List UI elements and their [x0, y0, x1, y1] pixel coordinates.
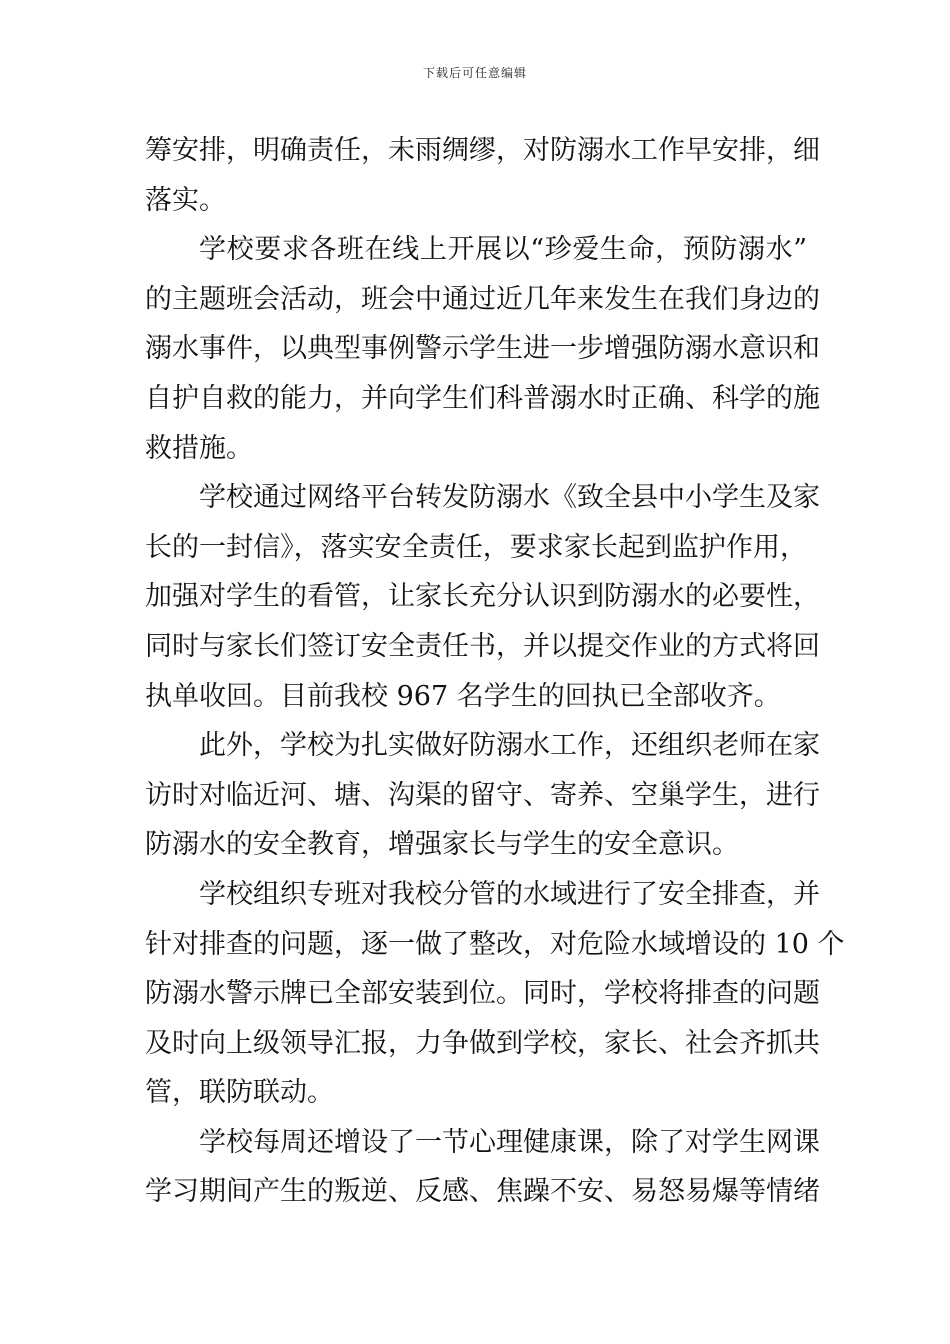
text-line: 学校每周还增设了一节心理健康课，除了对学生网课	[199, 1126, 820, 1158]
document-body	[145, 126, 845, 1217]
text-line: 学校组织专班对我校分管的水域进行了安全排查，并	[199, 878, 820, 910]
text-line: 针对排查的问题，逐一做了整改，对危险水域增设的 10 个	[145, 928, 845, 960]
text-line: 筹安排，明确责任，未雨绸缪，对防溺水工作早安排，细	[145, 135, 820, 166]
text-line: 此外，学校为扎实做好防溺水工作，还组织老师在家	[199, 730, 820, 762]
text-line: 长的一封信》，落实安全责任，要求家长起到监护作用，	[145, 531, 807, 563]
text-line: 的主题班会活动，班会中通过近几年来发生在我们身边的	[145, 283, 820, 315]
text-line: 溺水事件，以典型事例警示学生进一步增强防溺水意识和	[145, 333, 820, 365]
text-line: 同时与家长们签订安全责任书，并以提交作业的方式将回	[145, 630, 820, 662]
text-line: 学习期间产生的叛逆、反感、焦躁不安、易怒易爆等情绪	[145, 1176, 820, 1208]
text-line: 自护自救的能力，并向学生们科普溺水时正确、科学的施	[145, 382, 820, 414]
text-line: 落实。	[145, 184, 226, 216]
text-line: 学校通过网络平台转发防溺水《致全县中小学生及家	[199, 482, 820, 514]
page-header-note: 下载后可任意编辑	[422, 66, 527, 80]
text-line: 加强对学生的看管，让家长充分认识到防溺水的必要性，	[145, 581, 820, 613]
text-line: 救措施。	[145, 432, 253, 464]
text-line: 及时向上级领导汇报，力争做到学校，家长、社会齐抓共	[145, 1027, 820, 1059]
text-line: 防溺水警示牌已全部安装到位。同时，学校将排查的问题	[145, 978, 820, 1010]
text-line: 防溺水的安全教育，增强家长与学生的安全意识。	[145, 829, 739, 861]
text-line: 学校要求各班在线上开展以“珍爱生命，预防溺水”	[199, 234, 807, 266]
text-line: 访时对临近河、塘、沟渠的留守、寄养、空巢学生，进行	[145, 779, 820, 811]
text-line: 执单收回。目前我校 967 名学生的回执已全部收齐。	[145, 680, 781, 712]
text-line: 管，联防联动。	[145, 1077, 334, 1109]
